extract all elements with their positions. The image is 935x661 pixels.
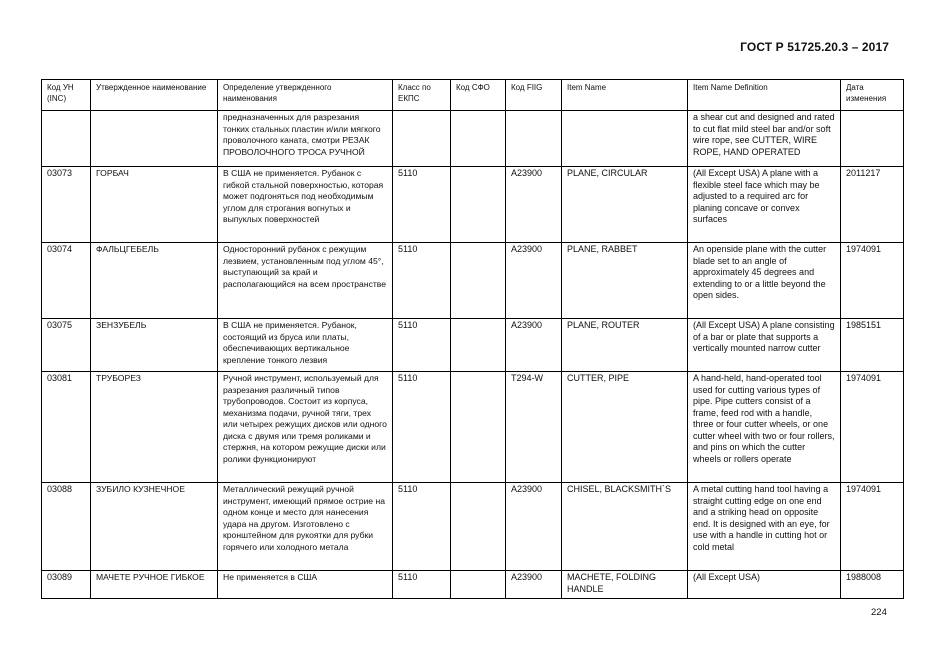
cell-definition: предназначенных для разрезания тонких стальных пластин и/или мягкого проволочного каната, смотри РЕЗАК ПРОВОЛОЧНОГО ТРОСА РУЧНОЙ (218, 111, 393, 167)
cell-definition: Односторонний рубанок с режущим лезвием, установленным под углом 45°, выступающий за край и располагающийся на всем пространстве (218, 243, 393, 319)
cell-class: 5110 (393, 571, 451, 599)
cell-date: 1985151 (841, 319, 904, 372)
cell-date: 1988008 (841, 571, 904, 599)
table-row (42, 571, 904, 599)
cell-sfo (451, 111, 506, 167)
cell-class: 5110 (393, 319, 451, 372)
cell-item-definition: (All Except USA) (688, 571, 841, 599)
header-class: Класс по ЕКПС (393, 80, 451, 111)
cell-sfo (451, 483, 506, 571)
header-item-name: Item Name (562, 80, 688, 111)
cell-fiig: A23900 (506, 243, 562, 319)
cell-inc: 03074 (42, 243, 91, 319)
cell-date (841, 111, 904, 167)
cell-item-definition: (All Except USA) A plane consisting of a bar or plate that supports a vertically mounted narrow cutter (688, 319, 841, 372)
cell-fiig: T294-W (506, 372, 562, 483)
cell-inc: 03073 (42, 167, 91, 243)
cell-name: ЗУБИЛО КУЗНЕЧНОЕ (91, 483, 218, 571)
header-definition: Определение утвержденного наименования (218, 80, 393, 111)
cell-name: ГОРБАЧ (91, 167, 218, 243)
header-date: Дата изменения (841, 80, 904, 111)
cell-item-name (562, 111, 688, 167)
table-row (42, 483, 904, 571)
cell-date: 1974091 (841, 483, 904, 571)
table-row (42, 319, 904, 372)
cell-name: ТРУБОРЕЗ (91, 372, 218, 483)
cell-item-definition: (All Except USA) A plane with a flexible steel face which may be adjusted to a required arc for planing concave or convex surfaces (688, 167, 841, 243)
page-number: 224 (871, 607, 887, 618)
cell-class: 5110 (393, 167, 451, 243)
cell-fiig: A23900 (506, 483, 562, 571)
table-row (42, 167, 904, 243)
header-fiig: Код FIIG (506, 80, 562, 111)
cell-item-name: PLANE, RABBET (562, 243, 688, 319)
cell-name: ФАЛЬЦГЕБЕЛЬ (91, 243, 218, 319)
codification-table (41, 79, 904, 599)
table-row (42, 243, 904, 319)
cell-class: 5110 (393, 243, 451, 319)
cell-inc: 03075 (42, 319, 91, 372)
cell-definition: В США не применяется. Рубанок с гибкой стальной поверхностью, которая может подгоняться под необходимым углом для строгания вогнутых и выпуклых поверхностей (218, 167, 393, 243)
header-row (42, 80, 904, 111)
cell-fiig: A23900 (506, 319, 562, 372)
cell-class (393, 111, 451, 167)
cell-inc: 03088 (42, 483, 91, 571)
cell-item-definition: An openside plane with the cutter blade set to an angle of approximately 45 degrees and extending to or a little beyond the open sides. (688, 243, 841, 319)
cell-item-name: PLANE, CIRCULAR (562, 167, 688, 243)
cell-class: 5110 (393, 372, 451, 483)
header-item-definition: Item Name Definition (688, 80, 841, 111)
cell-name (91, 111, 218, 167)
cell-date: 1974091 (841, 372, 904, 483)
cell-fiig (506, 111, 562, 167)
cell-item-definition: a shear cut and designed and rated to cut flat mild steel bar and/or soft wire rope, see CUTTER, WIRE ROPE, HAND OPERATED (688, 111, 841, 167)
cell-sfo (451, 167, 506, 243)
cell-definition: В США не применяется. Рубанок, состоящий из бруса или платы, обеспечивающих вертикальное крепление тонкого лезвия (218, 319, 393, 372)
cell-definition: Ручной инструмент, используемый для разрезания различный типов трубопроводов. Состоит из корпуса, механизма подачи, ручной тяги, трех или четырех режущих дисков или одного диска с двумя или тремя роликами и стержня, на котором режущие диски или ролики функционируют (218, 372, 393, 483)
cell-inc: 03081 (42, 372, 91, 483)
cell-sfo (451, 372, 506, 483)
cell-date: 2011217 (841, 167, 904, 243)
cell-name: ЗЕНЗУБЕЛЬ (91, 319, 218, 372)
cell-definition: Не применяется в США (218, 571, 393, 599)
cell-sfo (451, 319, 506, 372)
table-row (42, 111, 904, 167)
cell-item-name: CUTTER, PIPE (562, 372, 688, 483)
cell-sfo (451, 571, 506, 599)
cell-class: 5110 (393, 483, 451, 571)
cell-item-name: MACHETE, FOLDING HANDLE (562, 571, 688, 599)
cell-inc: 03089 (42, 571, 91, 599)
cell-item-definition: A hand-held, hand-operated tool used for cutting various types of pipe. Pipe cutters consist of a frame, feed rod with a handle, three or four cutter wheels, or one cutter wheel with two or four rollers, and pins on which the cutter wheels or rollers operate (688, 372, 841, 483)
cell-date: 1974091 (841, 243, 904, 319)
cell-item-definition: A metal cutting hand tool having a straight cutting edge on one end and a striking head on opposite end. It is designed with an eye, for use with a handle in cutting hot or cold metal (688, 483, 841, 571)
cell-item-name: PLANE, ROUTER (562, 319, 688, 372)
cell-inc (42, 111, 91, 167)
cell-definition: Металлический режущий ручной инструмент, имеющий прямое острие на одном конце и место для нанесения удара на другом. Изготовлено с кронштейном для рукоятки для рубки горячего или холодного метала (218, 483, 393, 571)
cell-fiig: A23900 (506, 571, 562, 599)
header-sfo: Код СФО (451, 80, 506, 111)
table-row (42, 372, 904, 483)
cell-item-name: CHISEL, BLACKSMITH`S (562, 483, 688, 571)
cell-fiig: A23900 (506, 167, 562, 243)
header-approved-name: Утвержденное наименование (91, 80, 218, 111)
cell-name: МАЧЕТЕ РУЧНОЕ ГИБКОЕ (91, 571, 218, 599)
header-inc: Код УН (INC) (42, 80, 91, 111)
cell-sfo (451, 243, 506, 319)
document-code: ГОСТ Р 51725.20.3 – 2017 (740, 40, 889, 54)
